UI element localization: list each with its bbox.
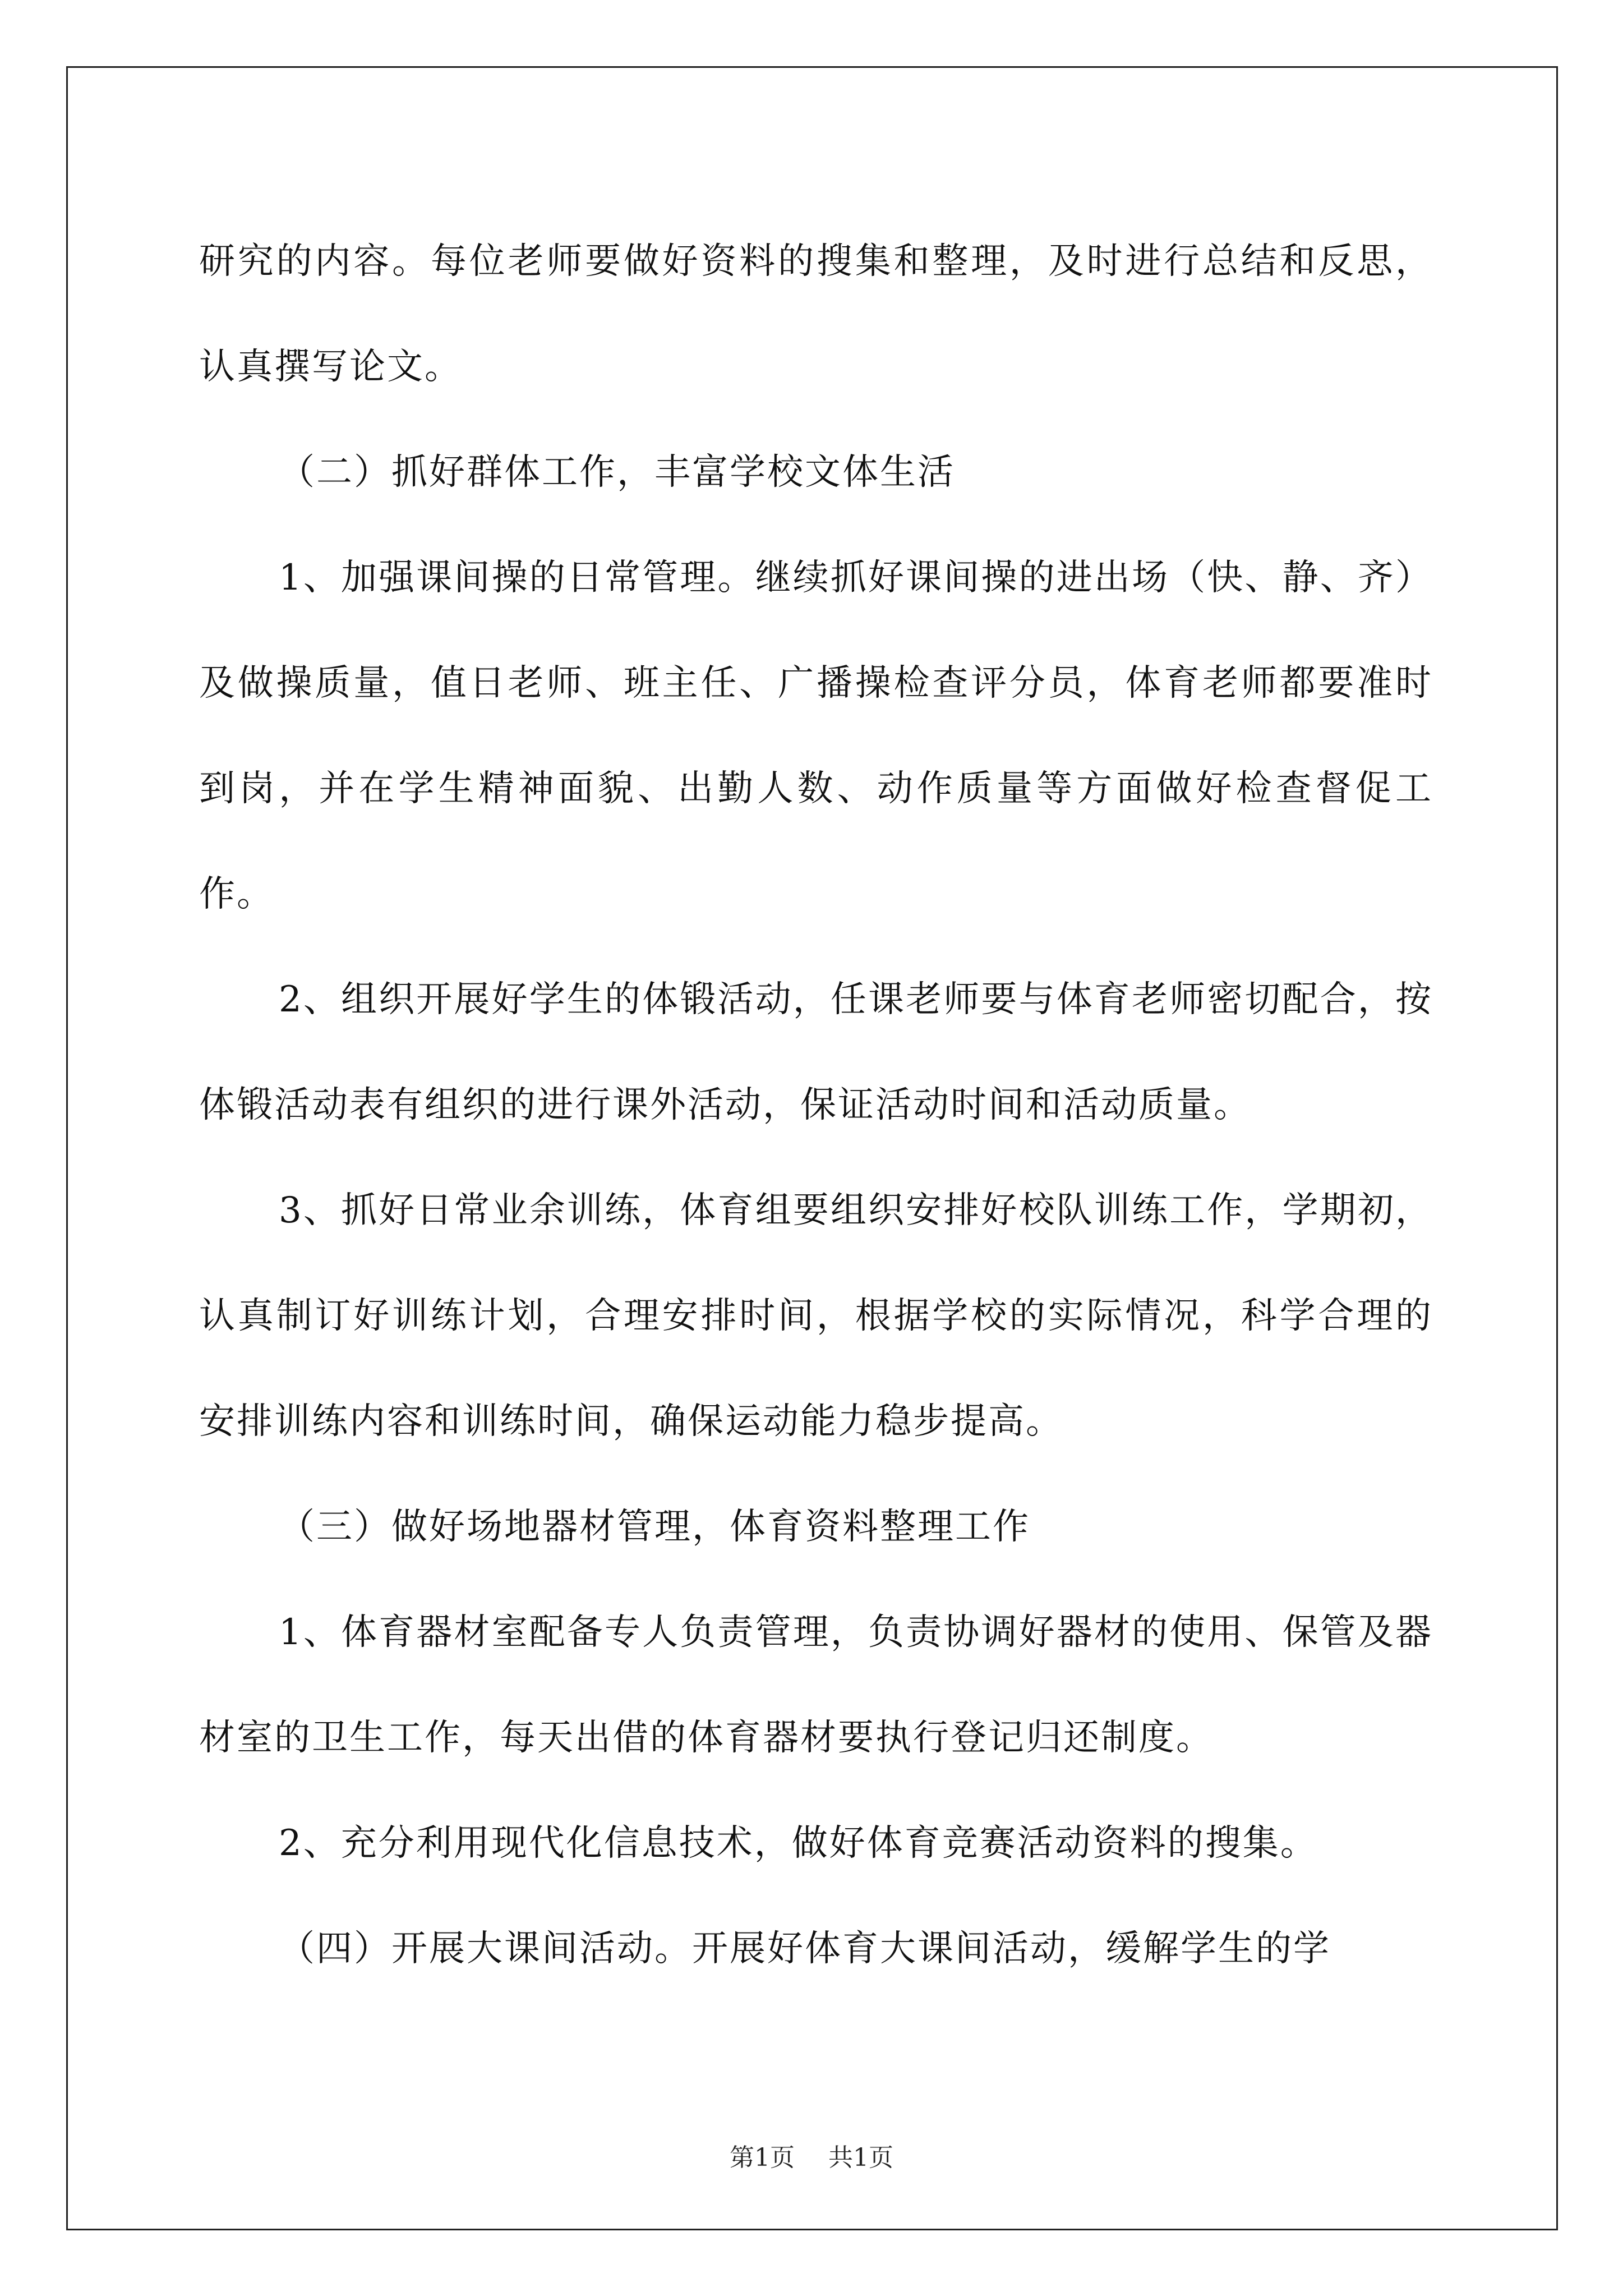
paragraph-3: 1、加强课间操的日常管理。继续抓好课间操的进出场（快、静、齐）及做操质量，值日老师、班主任、广播操检查评分员，体育老师都要准时到岗，并在学生精神面貌、出勤人数、动作质量等方面做好检查督促工作。 [199,557,1433,915]
paragraph-9: （四）开展大课间活动。开展好体育大课间活动，缓解学生的学 [279,1928,1331,1970]
page-footer [0,2137,1623,2173]
section-heading-3: （三）做好场地器材管理，体育资料整理工作 [279,1506,1030,1548]
paragraph-7: 1、体育器材室配备专人负责管理，负责协调好器材的使用、保管及器材室的卫生工作，每天出借的体育器材要执行登记归还制度。 [199,1612,1433,1759]
page-total: 共1页 [828,2143,893,2172]
section-heading-2: （二）抓好群体工作，丰富学校文体生活 [279,452,955,493]
document-body [199,209,1433,2001]
paragraph-4: 2、组织开展好学生的体锻活动，任课老师要与体育老师密切配合，按体锻活动表有组织的进行课外活动，保证活动时间和活动质量。 [199,979,1433,1126]
paragraph-5: 3、抓好日常业余训练，体育组要组织安排好校队训练工作，学期初，认真制订好训练计划，合理安排时间，根据学校的实际情况，科学合理的安排训练内容和训练时间，确保运动能力稳步提高。 [199,1190,1433,1442]
paragraph-8: 2、充分利用现代化信息技术，做好体育竞赛活动资料的搜集。 [279,1823,1318,1864]
paragraph-1: 研究的内容。每位老师要做好资料的搜集和整理，及时进行总结和反思，认真撰写论文。 [199,241,1433,388]
page-number: 第1页 [730,2143,795,2172]
